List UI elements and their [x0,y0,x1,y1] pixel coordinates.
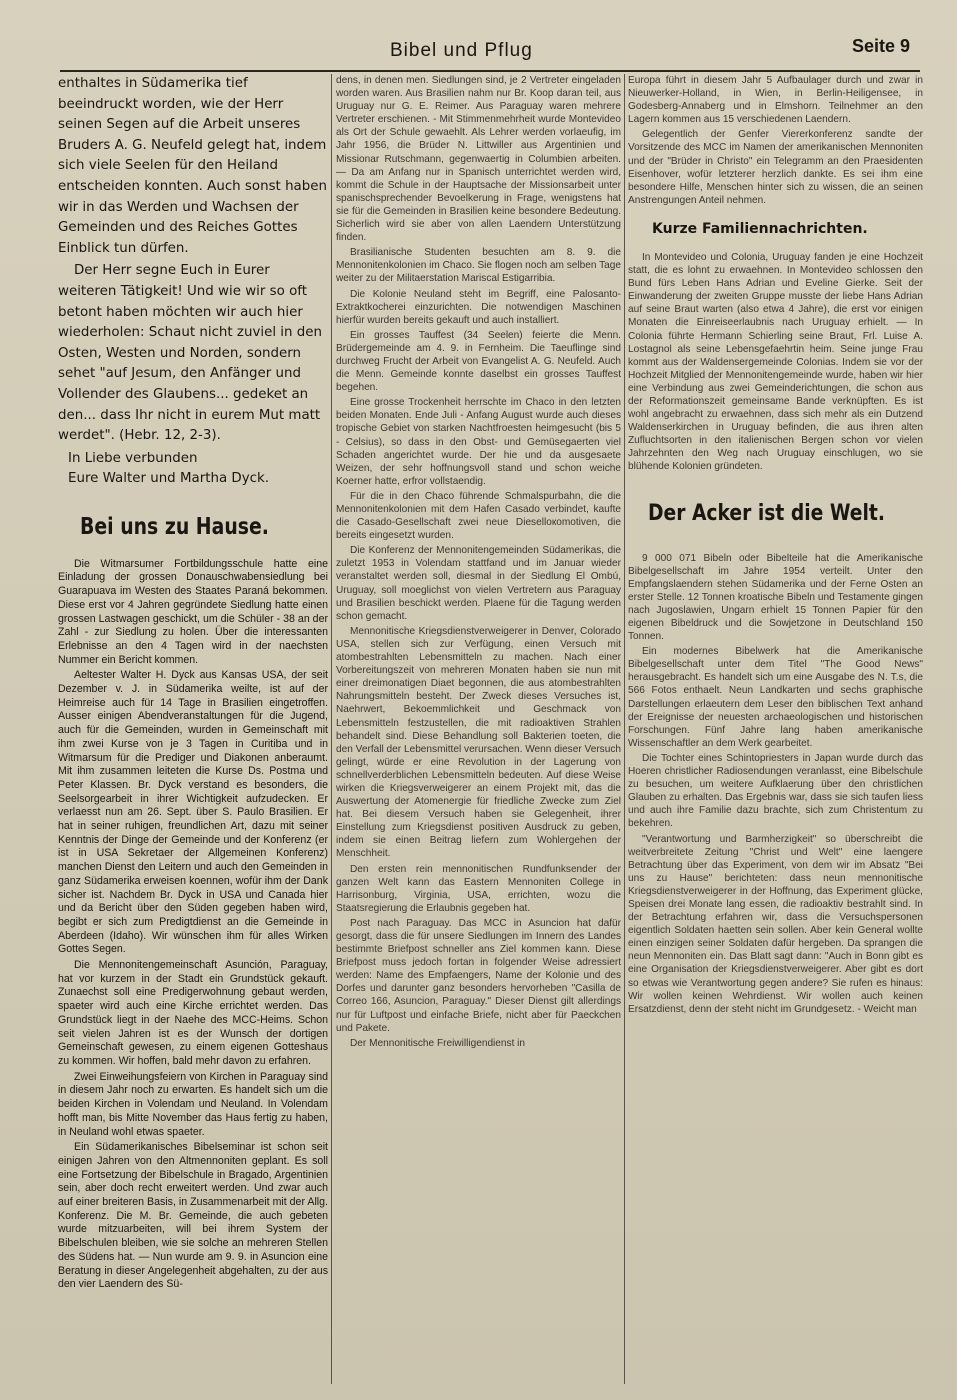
article-paragraph: In Montevideo und Colonia, Uruguay fanden je eine Hochzeit statt, die es lohnt zu erwaehnen. In Montevideo schlossen den Bund fürs Leben Hans Adrian und Eveline Gierke. Seit der Einwanderung der zweiten Gruppe musste der liebe Hans Adrian auf seine Braut warten (also etwa 4 Jahre), die erst vor einigen Monaten die Einreiseerlaubnis nach Uruguay erhielt. — In Colonia führte Hermann Schierling seine Braut, Frl. Luise A. Lostagnol als seine Lebensgefaehrtin heim. Seine junge Frau kommt aus der Waldensergemeinde Colonias. Indem sie vor der Hochzeit Mitglied der Mennonitengemeinde wurde, haben wir hier eine Verbindung aus zwei Gemeinderichtungen, die schon aus der Reformationszeit gemeinsame Bande verknüpften. Es ist wohl angebracht zu erwaehnen, dass sich mehr als ein Dutzend Waldenserkirchen in Uruguay befinden, die aus ihren alten Zufluchtsorten in den italienischen Bergen schon vor vielen Jahrzehnten den Weg nach Uruguay einschlugen, wo sie blühende Kolonien gründeten. [628,251,923,473]
article-paragraph: Post nach Paraguay. Das MCC in Asuncion hat dafür gesorgt, dass die für unsere Siedlungen im Innern des Landes bestimmte Briefpost schneller ans Ziel kommen kann. Diese Briefpost muss jedoch fortan in folgender Weise adressiert werden: Name des Empfaengers, Name der Kolonie und des Dorfes und darunter ganz besonders hervorheben "Casilla de Correo 166, Asuncion, Paraguay." Dieser Dienst gilt allerdings nur für Luftpost und einfache Briefe, nicht aber für Paeckchen und Pakete. [336,917,621,1034]
column-middle [336,74,621,1392]
letter-paragraph: enthaltes in Südamerika tief beeindruckt worden, wie der Herr seinen Segen auf die Arbeit unseres Bruders A. G. Neufeld gelegt hat, indem sich viele Seelen für den Heiland entscheiden konnten. Auch sonst haben wir in das Werden und Wachsen der Gemeinden und des Reiches Gottes Einblick tun dürfen. [58,76,327,256]
article-paragraph: Der Mennonitische Freiwilligendienst in [350,1037,526,1049]
article-paragraph: Brasilianische Studenten besuchten am 8. 9. die Mennonitenkolonien im Chaco. Sie flogen noch am selben Tage weiter zu der Militaerstation Mariscal Estigarribia. [336,247,621,285]
article-paragraph: Zwei Einweihungsfeiern von Kirchen in Paraguay sind in diesem Jahr noch zu erwarten. Es handelt sich um die beiden Kirchen in Volendam und Neuland. In Volendam hofft man, bis Mitte November das Haus fertig zu haben, in Neuland wohl etwas spaeter. [58,1070,328,1138]
article-paragraph: Europa führt in diesem Jahr 5 Aufbaulager durch und zwar in Nieuwerker-Holland, in Wien, in Berlin-Heiligensee, in Godesberg-Annaberg und in Elmshorn. Teilnehmer an den Lagern kommen aus 15 verschiedenen Laendern. [628,75,923,126]
letter-closing: In Liebe verbunden [68,450,198,466]
article-paragraph: Eine grosse Trockenheit herrschte im Chaco in den letzten beiden Monaten. Ende Juli - Anfang August wurde auch dieses tropische Gebiet von starken Nachtfroesten heimgesucht (bis 5 - Celsius), so dass in den Obst- und Gemüsegaerten viel Schaden angerichtet wurde. Der hie und da ausgesaete Weizen, der sehr hoffnungsvoll stand und schon weiche Koerner hatte, erfror vollstaendig. [336,397,621,487]
column-rule [624,74,625,1384]
article-paragraph: Gelegentlich der Genfer Viererkonferenz sandte der Vorsitzende des MCC im Namen der amerikanischen Mennoniten und der "Brüder in Christo" ein Telegramm an den Praesidenten Eisenhover, wofür letzterer herzlich dankte. Es sei ihm eine besondere Hilfe, Menschen hinter sich zu wissen, die an seinen Anstrengungen Anteil nehmen. [628,129,923,206]
section-heading: Kurze Familiennachrichten. [652,220,868,237]
article-paragraph: Mennonitische Kriegsdienstverweigerer in Denver, Colorado USA, stellen sich zur Verfügung, einen Versuch mit atombestrahlten Lebensmitteln zu machen. Nach einer Vorbereitungszeit von mehreren Monaten haben sie nun mit einer dreimonatigen Diaet begonnen, die aus atombestrahlten Nahrungsmitteln besteht. Der Zweck dieses Versuches ist, Naehrwert, Bekoemmlichkeit und Geschmack von Lebensmitteln festzustellen, die mit radioaktiven Strahlen behandelt sind. Diese Behandlung soll Bakterien toeten, die den Verfall der Lebensmittel verursachen. Wenn dieser Versuch gelingt, würde er eine Revolution in der Lagerung von schnellverderblichen Lebensmitteln bedeuten. Auf diese Weise wirken die Kriegsverweigerer an einem Projekt mit, das die Auswertung der Atomenergie für friedliche Zwecke zum Ziel hat. Bei diesem Versuch haben sie Gelegenheit, ihrer Einstellung zum Kriegsdienst positiven Ausdruck zu geben, indem sie einen Beitrag liefern zum Wohlergehen der Menschheit. [336,625,621,860]
page-header [60,30,920,72]
article-paragraph: Ein Südamerikanisches Bibelseminar ist schon seit einigen Jahren von den Altmennoniten geplant. Es soll eine Fortsetzung der Bibelschule in Bragado, Argentinien sein, aber doch recht erweitert werden. Und zwar auch auf einer breiteren Basis, in Zusammenarbeit mit der Allg. Konferenz. Die M. Br. Gemeinde, die auch gebeten wurde mitzuarbeiten, will bei ihrem System der Bibelschulen bleiben, wie sie solche an mehreren Stellen des Südens hat. — Nun wurde am 9. 9. in Asuncion eine Beratung in dieser Angelegenheit abgehalten, zu der aus den vier Laendern des Sü- [58,1141,328,1291]
column-left [58,74,328,1392]
article-paragraph: Die Konferenz der Mennonitengemeinden Südamerikas, die zuletzt 1953 in Volendam stattfand und im Januar wieder veranstaltet werden soll, diesmal in der Siedlung El Ombú, Uruguay, soll moeglichst von vielen Vertretern aus Paraguay und Brasilien beschickt werden. Plaene für die Tagung werden schon gemacht. [336,545,621,622]
masthead-title: Bibel und Pflug [390,40,533,61]
article-paragraph: Die Mennonitengemeinschaft Asunción, Paraguay, hat vor kurzem in der Stadt ein Grundstück gekauft. Zunaechst soll eine Predigerwohnung gebaut werden, spaeter wird auch eine Kirche errichtet werden. Das Grundstück liegt in der Naehe des MCC-Heims. Schon seit vielen Jahren ist es der Wunsch der dortigen Gemeinschaft gewesen, zu einem eigenen Gotteshaus zu kommen. Wir hoffen, bald mehr davon zu erfahren. [58,959,328,1067]
article-paragraph: Für die in den Chaco führende Schmalspurbahn, die die Mennonitenkolonien mit dem Hafen Casado verbindet, kaufte die Casado-Gesellschaft zwei neue Dieselloкomotiven, die bereits eingesetzt wurden. [336,490,621,542]
column-rule [331,74,332,1384]
article-paragraph: Die Tochter eines Schintopriesters in Japan wurde durch das Hoeren christlicher Radiosendungen veranlasst, eine Bibelschule zu besuchen, um weitere Aufklaerung über den christlichen Glauben zu erhalten. Das Ergebnis war, dass sie sich taufen liess und auch ihre Familie dazu brachte, sich zum Christentum zu bekehren. [628,752,923,830]
article-paragraph: Die Witmarsumer Fortbildungsschule hatte eine Einladung der grossen Donauschwabensiedlung bei Guarapuava im Westen des Staates Paraná bekommen. Diese erst vor 4 Jahren gegründete Siedlung hatte einen grossen Lastwagen geschickt, um die Schüler - 38 an der Zahl - zur Siedlung zu holen. Über die interessanten Erlebnisse an den 4 Tagen wird in der naechsten Nummer ein Bericht kommen. [58,557,328,666]
letter-signature: Eure Walter und Martha Dyck. [68,471,270,487]
article-paragraph: 9 000 071 Bibeln oder Bibelteile hat die Amerikanische Bibelgesellschaft im Jahre 1954 verteilt. Unter den Empfangslaendern stehen Südamerika und der Ferne Osten an erster Stelle. 12 Tonnen kroatische Bibeln und Testamente gingen nach Jugoslawien, Ungarn erhielt 15 Tonnen Papier für den eigenen Bibeldruck und die Sowjetzone in Deutschland 150 Tonnen. [628,552,923,643]
article-paragraph: Ein grosses Tauffest (34 Seelen) feierte die Menn. Brüdergemeinde am 4. 9. in Fernheim. Die Taeuflinge sind durchweg Frucht der Arbeit von Evangelist A. G. Neufeld. Auch die Menn. Gemeinde konnte daselbst ein grosses Tauffest begehen. [336,329,621,394]
letter-paragraph: Der Herr segne Euch in Eurer weiteren Tätigkeit! Und wie wir so oft betont haben möchten wir auch hier wiederholen: Schaut nicht zuviel in den Osten, Westen und Norden, sondern sehet "auf Jesum, den Anfänger und Vollender des Glaubens... gedeket an den... dass Ihr nicht in eurem Mut matt werdet". (Hebr. 12, 2-3). [58,263,322,444]
article-paragraph: Ein modernes Bibelwerk hat die Amerikanische Bibelgesellschaft unter dem Titel "The Good News" herausgebracht. Es handelt sich um eine Ausgabe des N. T.s, die 566 Fotos enthaelt. Neun Landkarten und sechs graphische Darstellungen erlaeutern dem Leser den biblischen Text anhand der Ereignisse der neuesten archaeologischen und historischen Forschungen. Fünf Jahre lang haben amerikanische Wissenschaftler an dem Werk gearbeitet. [628,646,923,749]
article-paragraph: Die Kolonie Neuland steht im Begriff, eine Palosanto- Extraktkocherei einzurichten. Die notwendigen Maschinen hierfür wurden bereits gekauft und auch installiert. [336,288,621,326]
article-paragraph: Aeltester Walter H. Dyck aus Kansas USA, der seit Dezember v. J. in Südamerika weilte, ist auf der Heimreise auch für 14 Tage in Brasilien eingetroffen. Ausser einigen Abendveranstaltungen für die Jugend, auch für die Gemeinden, wurden in Gemeinschaft mit ihm zwei Kurse von je 3 Tagen in Curitiba und in Witmarsum für die Prediger und Diakonen anberaumt. Mit ihm zusammen leiteten die Kurse Ds. Postma und Peter Klassen. Br. Dyck verstand es besonders, die Seelsorgearbeit in ihrer Wichtigkeit aufzudecken. Er verlaesst nun am 26. Sept. über S. Paulo Brasilien. Er hat in seiner ruhigen, freundlichen Art, dazu mit seiner Kenntnis der Dinge der Gemeinde und der Konferenz (er ist in USA Sekretaer der Allgemeinen Konferenz) manchen Dienst den Leitern und auch den Gemeinden in ganz Südamerika erweisen koennen, wofür ihm der Dank sicher ist. Nachdem Br. Dyck in USA und Canada hier und da Bericht über den Süden gegeben haben wird, begibt er sich zum Predigtdienst an die Gemeinde in Aberdeen (Idaho). Wir wünschen ihm für alles Wirken Gottes Segen. [58,669,328,956]
article-paragraph: "Verantwortung und Barmherzigkeit" so überschreibt die weitverbreitete Zeitung "Christ und Welt" eine laengere Betrachtung über das Experiment, von dem wir im Absatz "Bei uns zu Hause" berichteten: dass neun mennonitische Kriegsdienstverweigerer in der Hoffnung, das Experiment glücke, Speisen drei Monate lang essen, die radioaktiv bestrahlt sind. In der Betrachtung erfahren wir, dass die Versuchspersonen eigentlich Soldaten haetten sein sollen. Aber kein General wollte einen einzigen seiner Soldaten dafür hergeben. Da sprangen die neun Mennoniten ein. Das Blatt sagt dann: "Auch in Bonn gibt es eine Organisation der Kriegsdienstverweigerer. Aber gibt es dort so etwas wie Verantwortung gegen andere? Sie rufen es hinaus: Wir wollen keinen Wehrdienst. Wir wollen auch keinen Ersatzdienst, denn der steht nicht im Grundgesetz. - Weicht man [628,833,923,1015]
column-right [628,74,923,1392]
page-number: Seite 9 [851,36,910,56]
section-heading: Bei uns zu Hause. [80,513,269,540]
section-heading: Der Acker ist die Welt. [648,500,885,526]
article-paragraph: Den ersten rein mennonitischen Rundfunksender der ganzen Welt kann das Eastern Mennoniten College in Harrisonburg, Virginia, USA, errichten, wozu die Staatsregierung die Erlaubnis gegeben hat. [336,863,621,914]
article-paragraph: dens, in denen men. Siedlungen sind, je 2 Vertreter eingeladen worden waren. Aus Brasilien nahm nur Br. Koop daran teil, aus Uruguay nur G. E. Reimer. Aus Paraguay waren mehrere Vertreter erschienen. - Mit Stimmenmehrheit wurde Montevideo als Ort der Schule gewaehlt. Als Lehrer werden vorlaeufig, im Jahr 1956, die Brüder N. Littwiller aus Argentinien und Missionar Rutschmann, gegenwaertig in Columbien arbeiten. — Da am Anfang nur in Spanisch unterrichtet werden wird, kommt die Schule in der Hauptsache der Missionsarbeit unter spanischsprechender Bevoelkerung in Frage, wenigstens hat sie für die Gemeinden in Brasilien keine besondere Bedeutung. Sicherlich wird sie aber von allen Laendern Unterstützung finden. [336,75,621,244]
